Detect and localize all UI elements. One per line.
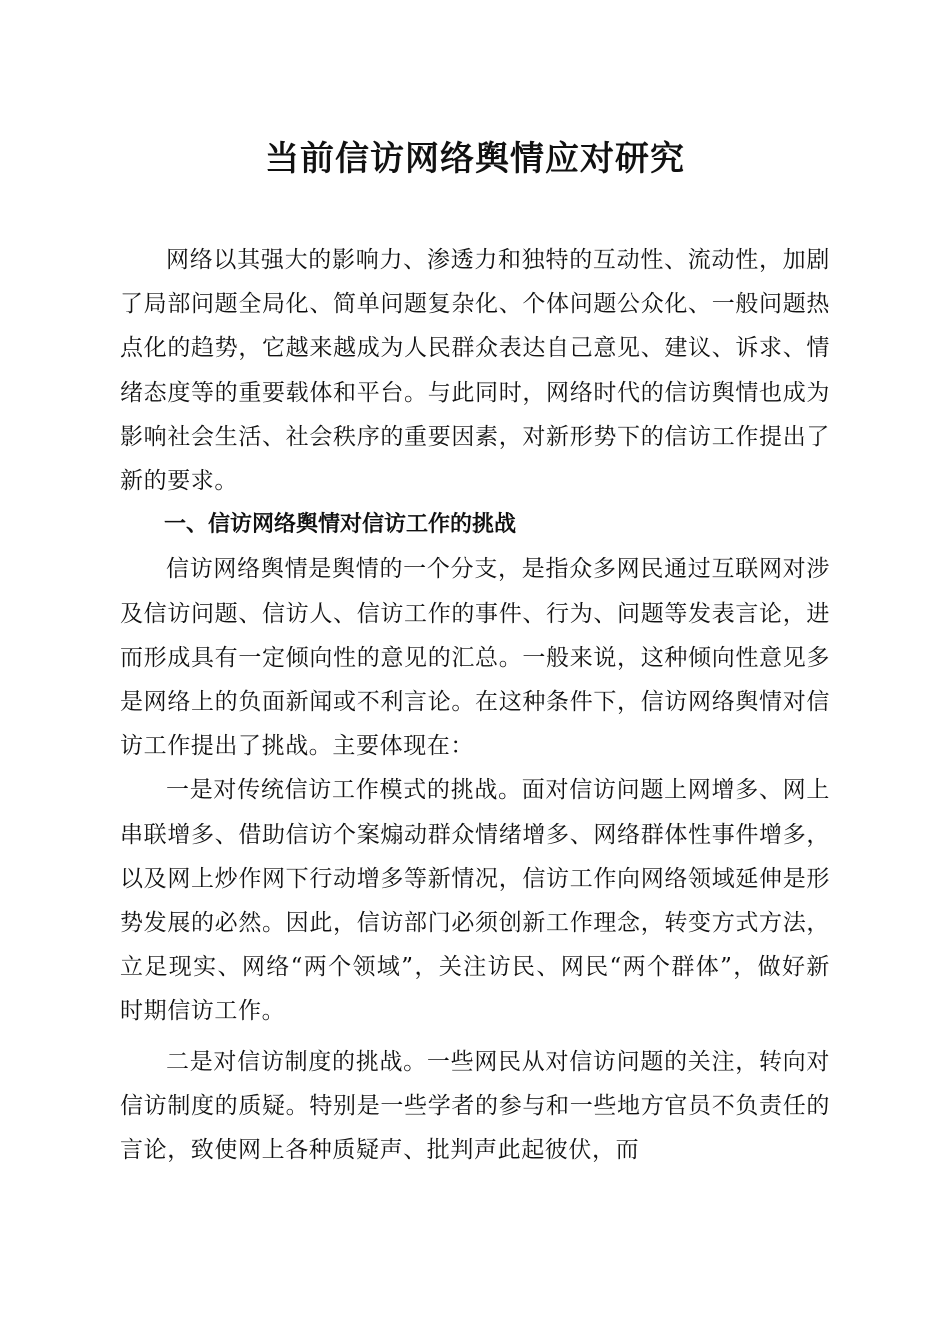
section-paragraph: 信访网络舆情是舆情的一个分支，是指众多网民通过互联网对涉及信访问题、信访人、信访工作的事件、行为、问题等发表言论，进而形成具有一定倾向性的意见的汇总。一般来说，这种倾向性意见多是网络上的负面新闻或不利言论。在这种条件下，信访网络舆情对信访工作提出了挑战。主要体现在：: [120, 556, 830, 760]
document-body: [120, 238, 830, 1172]
section-heading: 一、信访网络舆情对信访工作的挑战: [164, 512, 517, 538]
point-two-text: 一些网民从对信访问题的关注，转向对信访制度的质疑。特别是一些学者的参与和一些地方官员不负责任的言论，致使网上各种质疑声、批判声此起彼伏，而: [120, 1048, 830, 1164]
intro-paragraph: 网络以其强大的影响力、渗透力和独特的互动性、流动性，加剧了局部问题全局化、简单问题复杂化、个体问题公众化、一般问题热点化的趋势，它越来越成为人民群众表达自己意见、建议、诉求、情绪态度等的重要载体和平台。与此同时，网络时代的信访舆情也成为影响社会生活、社会秩序的重要因素，对新形势下的信访工作提出了新的要求。: [120, 247, 830, 495]
point-two-lead: 二是对信访制度的挑战。: [166, 1048, 427, 1075]
point-one-lead: 一是对传统信访工作模式的挑战。: [166, 777, 522, 804]
point-one-paragraph: [120, 768, 830, 1033]
point-one-text: 面对信访问题上网增多、网上串联增多、借助信访个案煽动群众情绪增多、网络群体性事件增多，以及网上炒作网下行动增多等新情况，信访工作向网络领域延伸是形势发展的必然。因此，信访部门必须创新工作理念，转变方式方法，立足现实、网络“两个领域”，关注访民、网民“两个群体”，做好新时期信访工作。: [120, 777, 830, 1025]
document-title: 当前信访网络舆情应对研究: [265, 139, 685, 179]
point-two-paragraph: [120, 1040, 830, 1173]
